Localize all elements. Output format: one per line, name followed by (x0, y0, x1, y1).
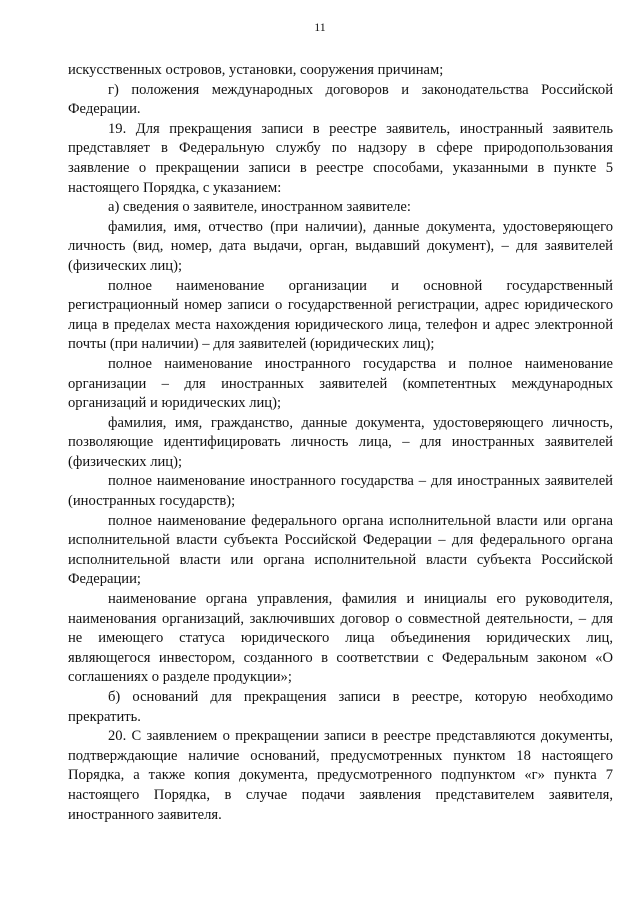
paragraph: полное наименование организации и основной государственный регистрационный номер записи о государственной регистрации, адрес юридического лица в пределах места нахождения юридического лица, телефон и адрес электронной почты (при наличии) – для заявителей (юридических лиц); (68, 277, 613, 353)
paragraph: полное наименование иностранного государства и полное наименование организации – для иностранных заявителей (компетентных международных организаций и юридических лиц); (68, 355, 613, 412)
paragraph: а) сведения о заявителе, иностранном заявителе: (108, 199, 411, 216)
paragraph: г) положения международных договоров и законодательства Российской Федерации. (68, 81, 613, 118)
paragraph: фамилия, имя, отчество (при наличии), данные документа, удостоверяющего личность (вид, номер, дата выдачи, орган, выдавший документ), – для заявителей (физических лиц); (68, 218, 613, 274)
paragraph: искусственных островов, установки, сооружения причинам; (68, 62, 444, 78)
paragraph: полное наименование федерального органа исполнительной власти или органа исполнительной власти субъекта Российской Федерации – для федерального органа исполнительной власти или органа исполнительной власти субъекта Российской Федерации; (68, 512, 613, 588)
paragraph: наименование органа управления, фамилия и инициалы его руководителя, наименования организаций, заключивших договор о совместной деятельности, – для не имеющего статуса юридического лица объединения юридических лиц, являющегося инвестором, созданного в соответствии с Федеральным законом «О соглашениях о разделе продукции»; (68, 591, 613, 686)
page-number: 11 (314, 20, 326, 34)
paragraph: 20. С заявлением о прекращении записи в реестре представляются документы, подтверждающие наличие оснований, предусмотренных пунктом 18 настоящего Порядка, а также копия документа, предусмотренного подпунктом «г» пункта 7 настоящего Порядка, в случае подачи заявления представителем заявителя, иностранного заявителя. (68, 728, 613, 823)
paragraph: фамилия, имя, гражданство, данные документа, удостоверяющего личность, позволяющие идентифицировать личность лица, – для иностранных заявителей (физических лиц); (68, 414, 613, 470)
document-body (68, 61, 613, 825)
paragraph: полное наименование иностранного государства – для иностранных заявителей (иностранных государств); (68, 473, 613, 510)
paragraph: б) оснований для прекращения записи в реестре, которую необходимо прекратить. (68, 689, 613, 725)
paragraph: 19. Для прекращения записи в реестре заявитель, иностранный заявитель представляет в Федеральную службу по надзору в сфере природопользования заявление о прекращении записи в реестре способами, указанными в пункте 5 настоящего Порядка, с указанием: (68, 120, 613, 196)
